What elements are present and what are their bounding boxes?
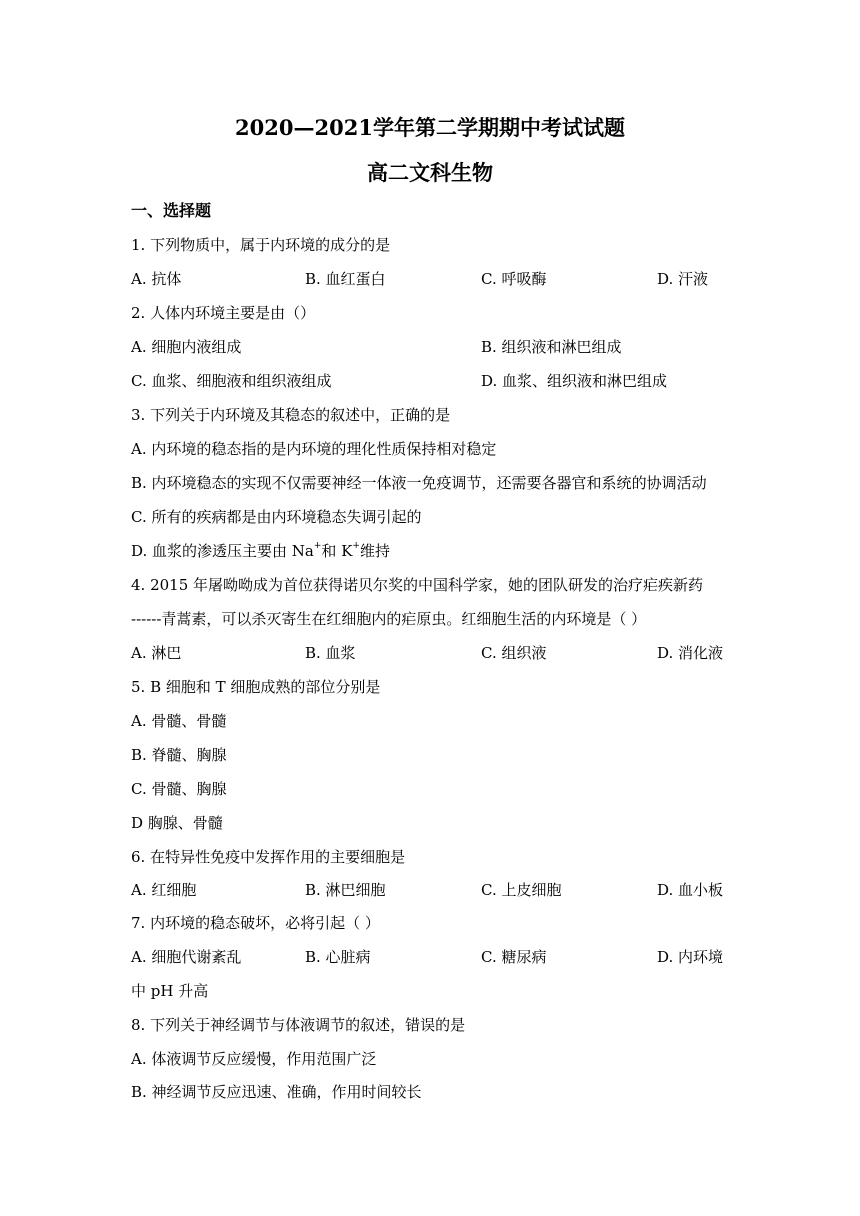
question-4-option-d: D. 消化液 [657, 644, 724, 662]
question-3-option-d-text-2: 和 K [321, 542, 353, 560]
question-3-option-d-sup-1: + [313, 541, 322, 551]
question-2-stem: 2. 人体内环境主要是由（） [131, 304, 316, 322]
question-1-option-b: B. 血红蛋白 [305, 270, 386, 288]
exam-title: 2020—2021学年第二学期期中考试试题 [235, 115, 625, 140]
question-3-option-a: A. 内环境的稳态指的是内环境的理化性质保持相对稳定 [131, 440, 497, 458]
question-7-option-d: D. 内环境 [657, 948, 724, 966]
question-1-option-c: C. 呼吸酶 [481, 270, 547, 288]
question-3-option-d-text-3: 维持 [359, 542, 390, 560]
question-1-option-a: A. 抗体 [131, 270, 182, 288]
question-8-option-a: A. 体液调节反应缓慢，作用范围广泛 [131, 1050, 377, 1068]
question-3-option-c: C. 所有的疾病都是由内环境稳态失调引起的 [131, 508, 422, 526]
question-4-option-a: A. 淋巴 [131, 644, 182, 662]
question-5-option-d: D 胸腺、骨髓 [131, 814, 223, 832]
question-6-option-c: C. 上皮细胞 [481, 881, 562, 899]
question-7-option-d-continued: 中 pH 升高 [131, 982, 209, 1000]
question-3-option-d-sup-2: + [352, 541, 360, 551]
question-1-option-d: D. 汗液 [657, 270, 709, 288]
question-4-stem-line-2: ------青蒿素，可以杀灭寄生在红细胞内的疟原虫。红细胞生活的内环境是（ ） [131, 610, 647, 628]
question-2-option-a: A. 细胞内液组成 [131, 338, 242, 356]
question-3-stem: 3. 下列关于内环境及其稳态的叙述中，正确的是 [131, 406, 451, 424]
question-5-option-b: B. 脊髓、胸腺 [131, 746, 227, 764]
question-4-stem-line-1: 4. 2015 年屠呦呦成为首位获得诺贝尔奖的中国科学家，她的团队研发的治疗疟疾新药 [131, 576, 704, 594]
question-6-option-d: D. 血小板 [657, 881, 724, 899]
question-3-option-b: B. 内环境稳态的实现不仅需要神经一体液一免疫调节，还需要各器官和系统的协调活动 [131, 474, 707, 492]
question-8-stem: 8. 下列关于神经调节与体液调节的叙述，错误的是 [131, 1016, 466, 1034]
question-7-stem: 7. 内环境的稳态破坏，必将引起（ ） [131, 914, 380, 932]
question-5-stem: 5. B 细胞和 T 细胞成熟的部位分别是 [131, 678, 381, 696]
question-3-option-d [131, 541, 390, 561]
question-5-option-c: C. 骨髓、胸腺 [131, 780, 227, 798]
question-7-option-a: A. 细胞代谢紊乱 [131, 948, 242, 966]
question-6-stem: 6. 在特异性免疫中发挥作用的主要细胞是 [131, 848, 406, 866]
question-2-option-d: D. 血浆、组织液和淋巴组成 [481, 372, 668, 390]
question-1-stem: 1. 下列物质中，属于内环境的成分的是 [131, 236, 391, 254]
section-title: 一、选择题 [131, 201, 212, 220]
question-2-option-b: B. 组织液和淋巴组成 [481, 338, 622, 356]
question-7-option-c: C. 糖尿病 [481, 948, 547, 966]
question-2-option-c: C. 血浆、细胞液和组织液组成 [131, 372, 332, 390]
question-4-option-b: B. 血浆 [305, 644, 356, 662]
question-8-option-b: B. 神经调节反应迅速、准确，作用时间较长 [131, 1083, 422, 1101]
question-6-option-a: A. 红细胞 [131, 881, 197, 899]
question-3-option-d-text-1: D. 血浆的渗透压主要由 Na [131, 542, 314, 560]
question-6-option-b: B. 淋巴细胞 [305, 881, 386, 899]
question-5-option-a: A. 骨髓、骨髓 [131, 712, 227, 730]
question-7-option-b: B. 心脏病 [305, 948, 371, 966]
exam-subtitle: 高二文科生物 [367, 160, 493, 185]
question-4-option-c: C. 组织液 [481, 644, 547, 662]
